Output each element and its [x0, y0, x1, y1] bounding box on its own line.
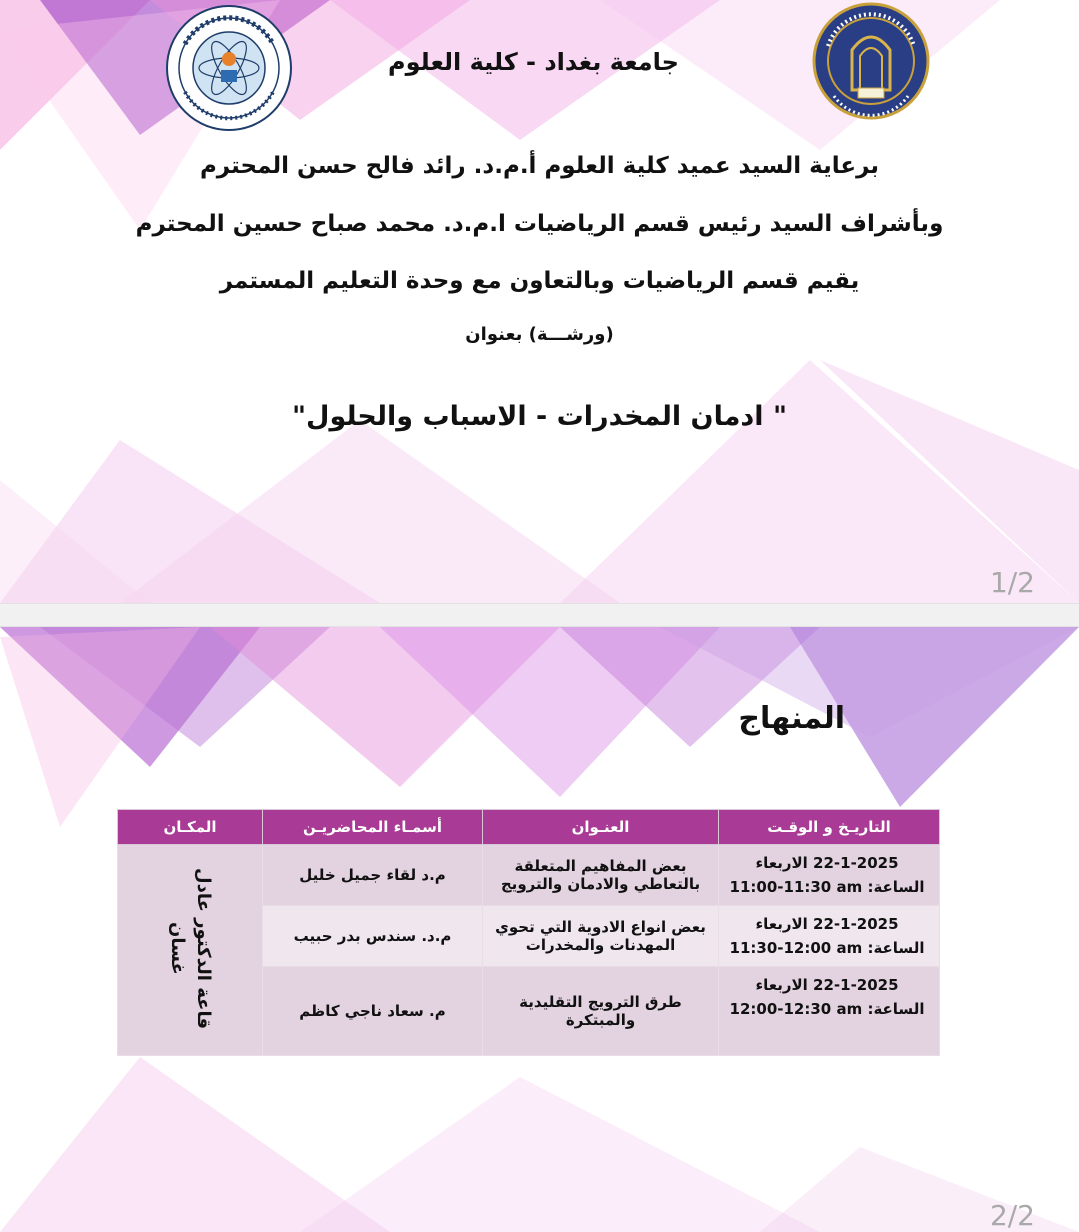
organizer-line: يقيم قسم الرياضيات وبالتعاون مع وحدة التعليم المستمر — [219, 268, 860, 294]
session-title: بعض انواع الادوية التي تحوي المهدنات والمخدرات — [483, 906, 719, 967]
session-time: 12:00-12:30 am — [729, 1000, 863, 1018]
flyer-page-2 — [0, 627, 1079, 1232]
date-time-cell — [719, 845, 940, 906]
session-time: 11:30-12:00 am — [729, 939, 863, 957]
supervision-line: وبأشراف السيد رئيس قسم الرياضيات ا.م.د. محمد صباح حسين المحترم — [135, 211, 944, 237]
session-date: 22-1-2025 الاربعاء — [755, 976, 899, 994]
table-row — [118, 845, 940, 906]
time-label: الساعة: — [867, 1000, 925, 1018]
patronage-line: برعاية السيد عميد كلية العلوم أ.م.د. رائد فالح حسن المحترم — [199, 153, 880, 179]
header-title: جامعة بغداد - كلية العلوم — [388, 48, 679, 76]
time-label: الساعة: — [867, 878, 925, 896]
header-date-time: التاريـخ و الوقـت — [719, 810, 940, 845]
lecturer-name: م. سعاد ناجي كاظم — [263, 967, 483, 1056]
workshop-subtitle: (ورشـــة) بعنوان — [465, 324, 614, 345]
place-name: قاعة الدكتور عادل غسان — [167, 867, 214, 1029]
header-place: المكـان — [118, 810, 263, 845]
date-time-cell — [719, 906, 940, 967]
session-time: 11:00-11:30 am — [729, 878, 863, 896]
lecturer-name: م.د لقاء جميل خليل — [263, 845, 483, 906]
page-number: 2/2 — [989, 1199, 1035, 1232]
syllabus-heading: المنهاج — [738, 701, 845, 736]
date-time-cell — [719, 967, 940, 1056]
session-title: طرق الترويج التقليدية والمبتكرة — [483, 967, 719, 1056]
time-label: الساعة: — [867, 939, 925, 957]
page-separator — [0, 603, 1079, 627]
place-cell — [118, 845, 263, 1056]
page-number: 1/2 — [989, 566, 1035, 599]
flyer-page-1 — [0, 0, 1079, 603]
session-date: 22-1-2025 الاربعاء — [755, 915, 899, 933]
header-title: العنـوان — [483, 810, 719, 845]
header-lecturers: أسمـاء المحاضريـن — [263, 810, 483, 845]
schedule-table — [117, 809, 940, 1056]
table-header-row — [118, 810, 940, 845]
lecturer-name: م.د. سندس بدر حبيب — [263, 906, 483, 967]
session-title: بعض المفاهيم المتعلقة بالتعاطي والادمان والترويج — [483, 845, 719, 906]
session-date: 22-1-2025 الاربعاء — [755, 854, 899, 872]
workshop-title: " ادمان المخدرات - الاسباب والحلول" — [291, 401, 788, 432]
